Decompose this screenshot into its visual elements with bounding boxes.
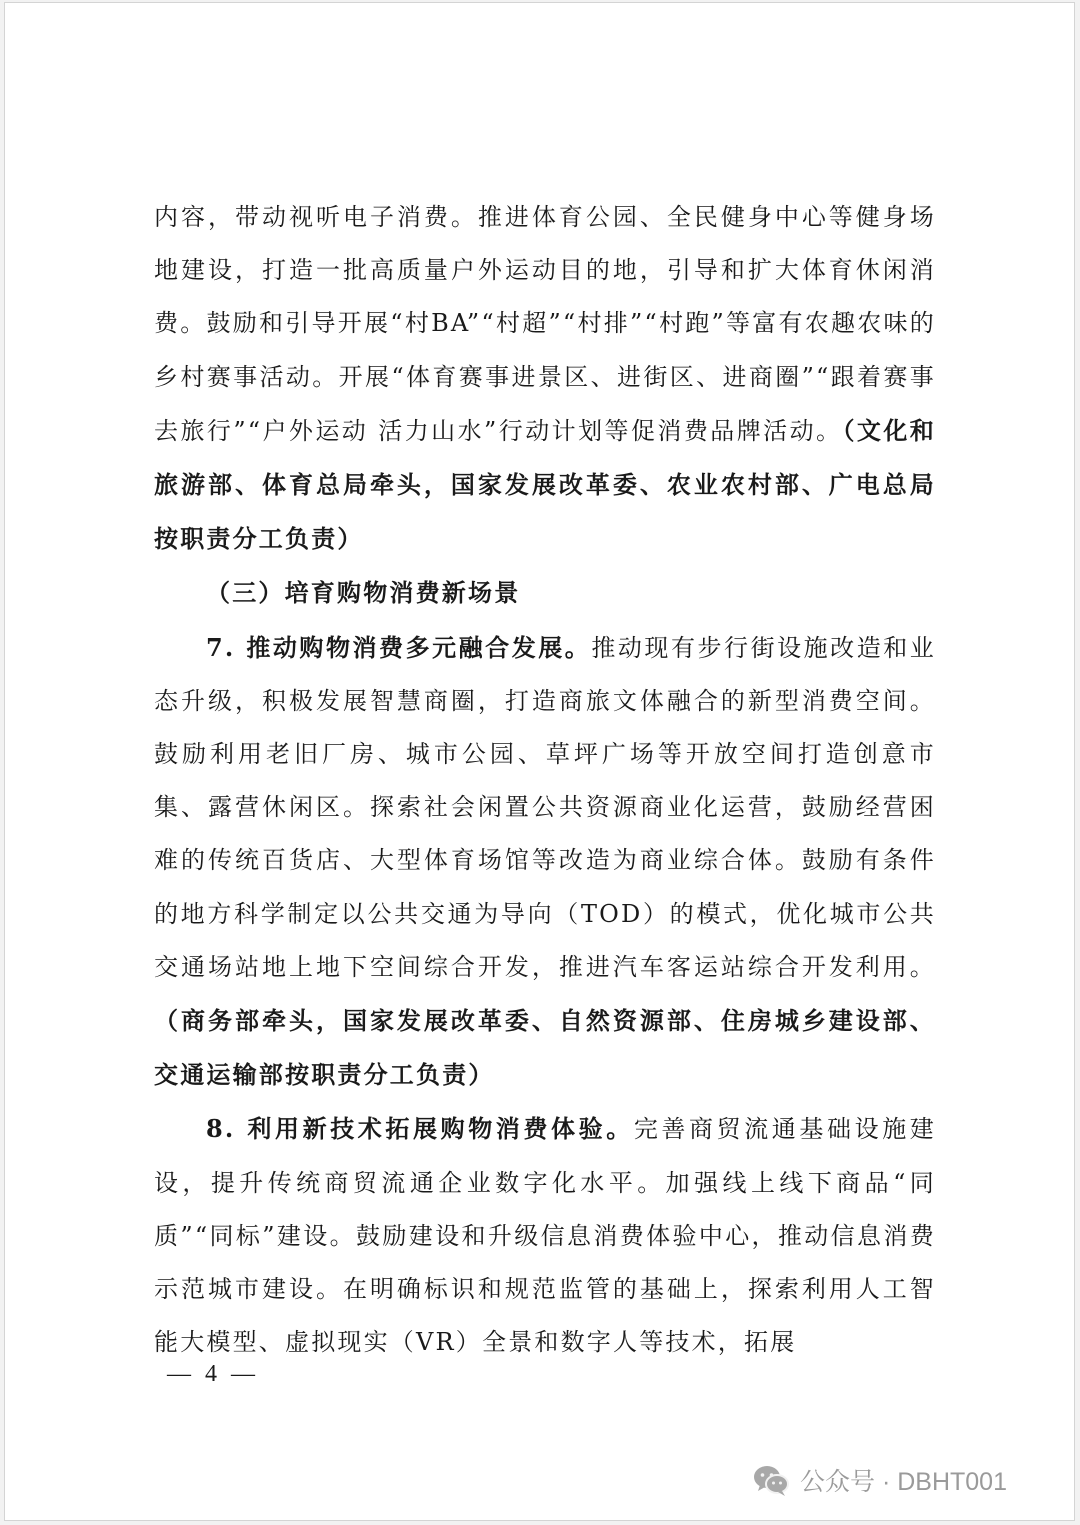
wechat-icon [752,1463,790,1497]
paragraph-text: 推动现有步行街设施改造和业态升级，积极发展智慧商圈，打造商旅文体融合的新型消费空间。鼓励利用老旧厂房、城市公园、草坪广场等开放空间打造创意市集、露营休闲区。探索社会闲置公共资源商业化运营，鼓励经营困难的传统百货店、大型体育场馆等改造为商业综合体。鼓励有条件的地方科学制定以公共交通为导向（TOD）的模式，优化城市公共交通场站地上地下空间综合开发，推进汽车客运站综合开发利用。 [154,633,936,981]
watermark [752,1462,1007,1498]
paragraph-text: 内容，带动视听电子消费。推进体育公园、全民健身中心等健身场地建设，打造一批高质量户外运动目的地，引导和扩大体育休闲消费。鼓励和引导开展“村BA”“村超”“村排”“村跑”等富有农趣农味的乡村赛事活动。开展“体育赛事进景区、进街区、进商圈”“跟着赛事去旅行”“户外运动 活力山水”行动计划等促消费品牌活动。 [154,203,936,445]
section-heading [154,566,936,620]
page-number: — 4 — [167,1361,259,1387]
paragraph-item-8 [154,1102,936,1369]
paragraph-item-7 [154,621,936,1103]
watermark-text: 公众号 · DBHT001 [800,1468,1007,1496]
paragraph-text: 完善商贸流通基础设施建设，提升传统商贸流通企业数字化水平。加强线上线下商品“同质”“同标”建设。鼓励建设和升级信息消费体验中心，推动信息消费示范城市建设。在明确标识和规范监管的基础上，探索利用人工智能大模型、虚拟现实（VR）全景和数字人等技术，拓展 [154,1115,937,1357]
responsible-departments: （文化和旅游部、体育总局牵头，国家发展改革委、农业农村部、广电总局按职责分工负责） [154,415,936,554]
section-heading-text: （三）培育购物消费新场景 [206,578,521,608]
document-body [154,191,936,1369]
item-7-title: 7. 推动购物消费多元融合发展。 [206,632,592,662]
item-8-title: 8. 利用新技术拓展购物消费体验。 [206,1114,634,1144]
responsible-departments: （商务部牵头，国家发展改革委、自然资源部、住房城乡建设部、交通运输部按职责分工负责） [154,1006,936,1090]
document-page [4,2,1075,1521]
paragraph-culture-sports [154,191,936,566]
